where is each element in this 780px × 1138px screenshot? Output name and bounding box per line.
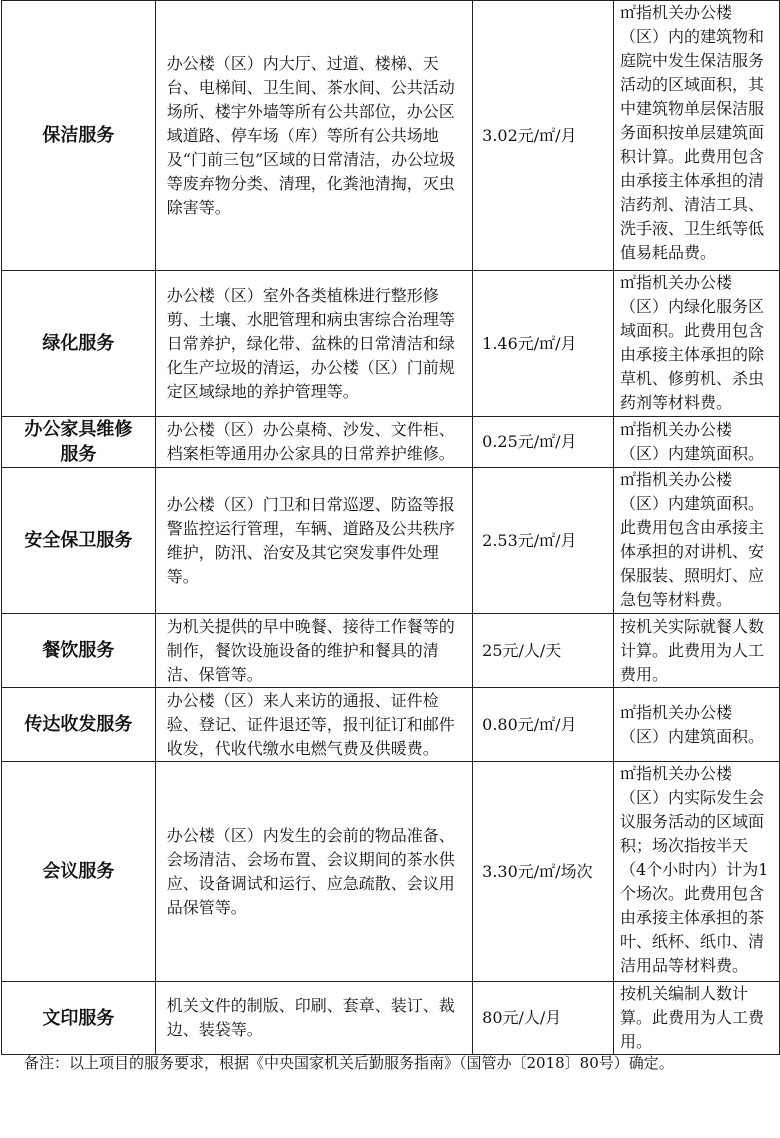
service-content: 办公楼（区）门卫和日常巡逻、防盗等报警监控运行管理，车辆、道路及公共秩序维护，防汛、治安及其它突发事件处理等。 bbox=[155, 468, 472, 614]
service-content: 办公楼（区）办公桌椅、沙发、文件柜、档案柜等通用办公家具的日常养护维修。 bbox=[155, 417, 472, 468]
service-content: 办公楼（区）内发生的会前的物品准备、会场清洁、会场布置、会议期间的茶水供应、设备调试和运行、应急疏散、会议用品保管等。 bbox=[155, 762, 472, 982]
table-row bbox=[2, 614, 780, 688]
service-price: 3.30元/㎡/场次 bbox=[473, 762, 614, 982]
service-fee-table bbox=[1, 0, 780, 1055]
service-price: 1.46元/㎡/月 bbox=[473, 271, 614, 417]
service-name: 绿化服务 bbox=[2, 271, 156, 417]
table-row bbox=[2, 762, 780, 982]
service-name: 办公家具维修服务 bbox=[2, 417, 156, 468]
service-name: 会议服务 bbox=[2, 762, 156, 982]
service-name: 传达收发服务 bbox=[2, 688, 156, 762]
table-row bbox=[2, 417, 780, 468]
table-row bbox=[2, 982, 780, 1055]
service-content: 机关文件的制版、印刷、套章、装订、裁边、装袋等。 bbox=[155, 982, 472, 1055]
service-note: ㎡指机关办公楼（区）内绿化服务区域面积。此费用包含由承接主体承担的除草机、修剪机、杀虫药剂等材料费。 bbox=[614, 271, 780, 417]
service-price: 80元/人/月 bbox=[473, 982, 614, 1055]
service-name: 安全保卫服务 bbox=[2, 468, 156, 614]
remark-note: 备注：以上项目的服务要求，根据《中央国家机关后勤服务指南》（国管办〔2018〕80号）确定。 bbox=[24, 1054, 674, 1072]
service-content: 办公楼（区）来人来访的通报、证件检验、登记、证件退还等，报刊征订和邮件收发，代收代缴水电燃气费及供暖费。 bbox=[155, 688, 472, 762]
service-note: ㎡指机关办公楼（区）内建筑面积。 bbox=[614, 688, 780, 762]
table-row bbox=[2, 468, 780, 614]
table-row bbox=[2, 271, 780, 417]
service-name: 文印服务 bbox=[2, 982, 156, 1055]
service-note: ㎡指机关办公楼（区）内建筑面积。此费用包含由承接主体承担的对讲机、安保服装、照明灯、应急包等材料费。 bbox=[614, 468, 780, 614]
service-name: 餐饮服务 bbox=[2, 614, 156, 688]
table-row bbox=[2, 688, 780, 762]
service-note: ㎡指机关办公楼（区）内实际发生会议服务活动的区域面积；场次指按半天（4个小时内）计为1个场次。此费用包含由承接主体承担的茶叶、纸杯、纸巾、清洁用品等材料费。 bbox=[614, 762, 780, 982]
service-content: 为机关提供的早中晚餐、接待工作餐等的制作，餐饮设施设备的维护和餐具的清洁、保管等。 bbox=[155, 614, 472, 688]
service-note: ㎡指机关办公楼（区）内的建筑物和庭院中发生保洁服务活动的区域面积，其中建筑物单层保洁服务面积按单层建筑面积计算。此费用包含由承接主体承担的清洁药剂、清洁工具、洗手液、卫生纸等低值易耗品费。 bbox=[614, 1, 780, 271]
service-note: 按机关实际就餐人数计算。此费用为人工费用。 bbox=[614, 614, 780, 688]
service-price: 3.02元/㎡/月 bbox=[473, 1, 614, 271]
service-price: 2.53元/㎡/月 bbox=[473, 468, 614, 614]
table-row bbox=[2, 1, 780, 271]
service-note: 按机关编制人数计算。此费用为人工费用。 bbox=[614, 982, 780, 1055]
service-note: ㎡指机关办公楼（区）内建筑面积。 bbox=[614, 417, 780, 468]
service-price: 0.80元/㎡/月 bbox=[473, 688, 614, 762]
service-price: 0.25元/㎡/月 bbox=[473, 417, 614, 468]
service-content: 办公楼（区）内大厅、过道、楼梯、天台、电梯间、卫生间、茶水间、公共活动场所、楼宇外墙等所有公共部位，办公区域道路、停车场（库）等所有公共场地及“门前三包”区域的日常清洁，办公垃圾等废弃物分类、清理，化粪池清掏，灭虫除害等。 bbox=[155, 1, 472, 271]
service-content: 办公楼（区）室外各类植株进行整形修剪、土壤、水肥管理和病虫害综合治理等日常养护，绿化带、盆株的日常清洁和绿化生产垃圾的清运，办公楼（区）门前规定区域绿地的养护管理等。 bbox=[155, 271, 472, 417]
service-name: 保洁服务 bbox=[2, 1, 156, 271]
service-price: 25元/人/天 bbox=[473, 614, 614, 688]
